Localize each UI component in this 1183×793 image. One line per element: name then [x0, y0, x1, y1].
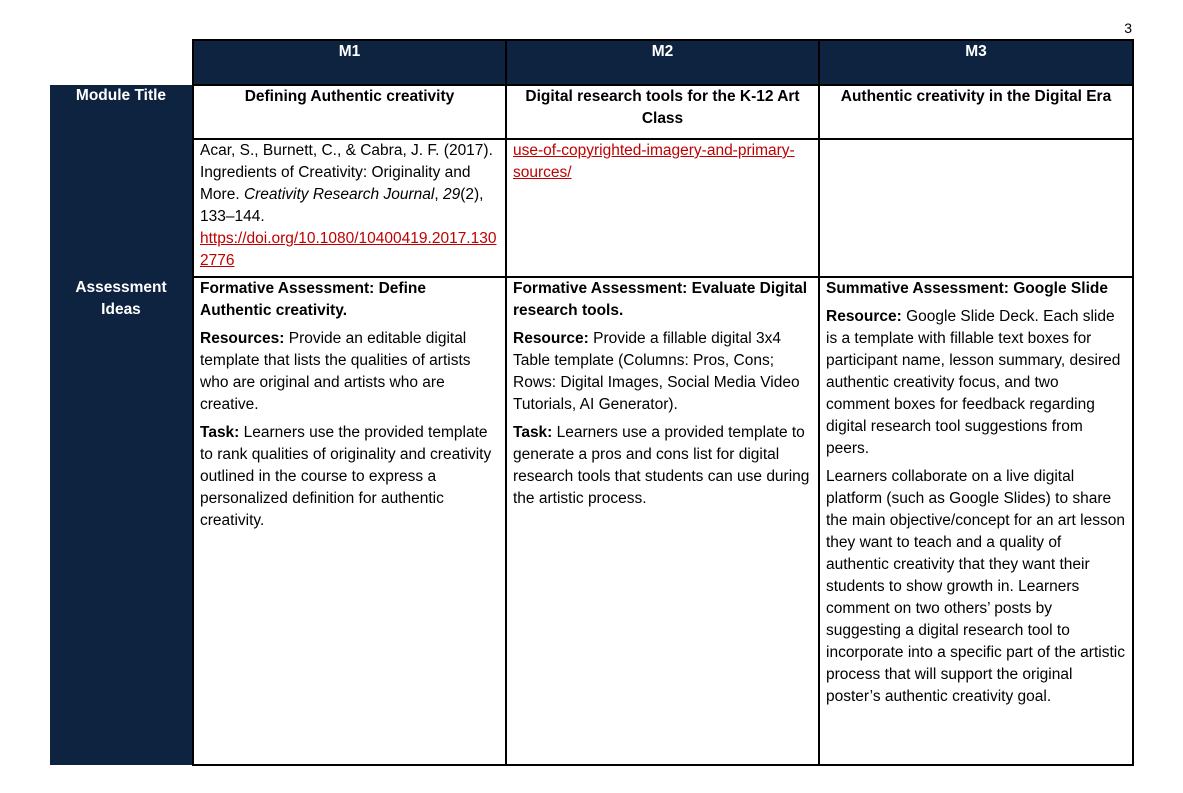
corner-cell	[50, 40, 193, 85]
assessment-heading: Formative Assessment: Define Authentic creativity.	[200, 280, 426, 319]
resource-paragraph	[513, 328, 812, 416]
assessment-m2	[506, 277, 819, 765]
task-label: Task:	[200, 424, 240, 441]
title-m3: Authentic creativity in the Digital Era	[819, 85, 1133, 139]
column-header-m1: M1	[193, 40, 506, 85]
title-m1: Defining Authentic creativity	[193, 85, 506, 139]
column-header-m2: M2	[506, 40, 819, 85]
assessment-m3	[819, 277, 1133, 765]
reference-volume: 29	[442, 186, 461, 203]
resource-paragraph	[826, 306, 1126, 460]
assessment-heading: Summative Assessment: Google Slide	[826, 280, 1108, 297]
title-m2: Digital research tools for the K-12 Art Class	[506, 85, 819, 139]
task-paragraph	[200, 422, 499, 532]
resource-paragraph	[200, 328, 499, 416]
row-header-references	[50, 139, 193, 277]
resource-text: Provide a fillable digital 3x4 Table template (Columns: Pros, Cons; Rows: Digital Images, Social Media Video Tutorials, AI Generator).	[513, 330, 800, 413]
column-header-row	[50, 40, 1133, 85]
task-paragraph	[513, 422, 812, 510]
reference-m3	[819, 139, 1133, 277]
reference-journal: Creativity Research Journal	[243, 186, 435, 203]
assessment-label-line1: Assessment	[75, 279, 167, 296]
resource-label: Resource:	[513, 330, 589, 347]
reference-authors: Acar, S., Burnett, C., & Cabra, J. F. (2017). Ingredients of Creativity: Originality and More.	[200, 142, 493, 203]
reference-m2	[506, 139, 819, 277]
task-text: Learners use the provided template to rank qualities of originality and creativity outlined in the course to express a personalized definition for authentic creativity.	[200, 424, 492, 529]
resource-text: Google Slide Deck. Each slide is a template with fillable text boxes for participant name, lesson summary, desired authentic creativity focus, and two comment boxes for feedback regarding digital research tool suggestions from peers.	[826, 308, 1121, 457]
task-label: Task:	[513, 424, 553, 441]
assessment-label-line2: Ideas	[101, 301, 141, 318]
assessment-heading: Formative Assessment: Evaluate Digital research tools.	[513, 280, 808, 319]
reference-pages: (2), 133–144.	[200, 186, 484, 225]
assessment-m1	[193, 277, 506, 765]
column-header-m3: M3	[819, 40, 1133, 85]
task-text: Learners use a provided template to generate a pros and cons list for digital research tools that students can use during the artistic process.	[513, 424, 810, 507]
collaboration-paragraph: Learners collaborate on a live digital platform (such as Google Slides) to share the main objective/concept for an art lesson they want to teach and a quality of authentic creativity that they want their students to show growth in. Learners comment on two others’ posts by suggesting a digital research tool to incorporate into a specific part of the artistic process that will support the original poster’s authentic creativity goal.	[826, 468, 1125, 705]
row-header-assessment-ideas	[50, 277, 193, 765]
module-table	[50, 39, 1134, 766]
row-header-module-title: Module Title	[50, 85, 193, 139]
resource-text: Provide an editable digital template that lists the qualities of artists who are original and artists who are creative.	[200, 330, 471, 413]
reference-separator: ,	[434, 186, 443, 203]
resource-label: Resources:	[200, 330, 285, 347]
page-number: 3	[1124, 20, 1132, 36]
doi-link[interactable]: https://doi.org/10.1080/10400419.2017.1302776	[200, 230, 497, 269]
module-title-row	[50, 85, 1133, 139]
copyright-article-link[interactable]: use-of-copyrighted-imagery-and-primary-sources/	[513, 142, 795, 181]
resource-label: Resource:	[826, 308, 902, 325]
assessment-row	[50, 277, 1133, 765]
references-row	[50, 139, 1133, 277]
reference-m1	[193, 139, 506, 277]
